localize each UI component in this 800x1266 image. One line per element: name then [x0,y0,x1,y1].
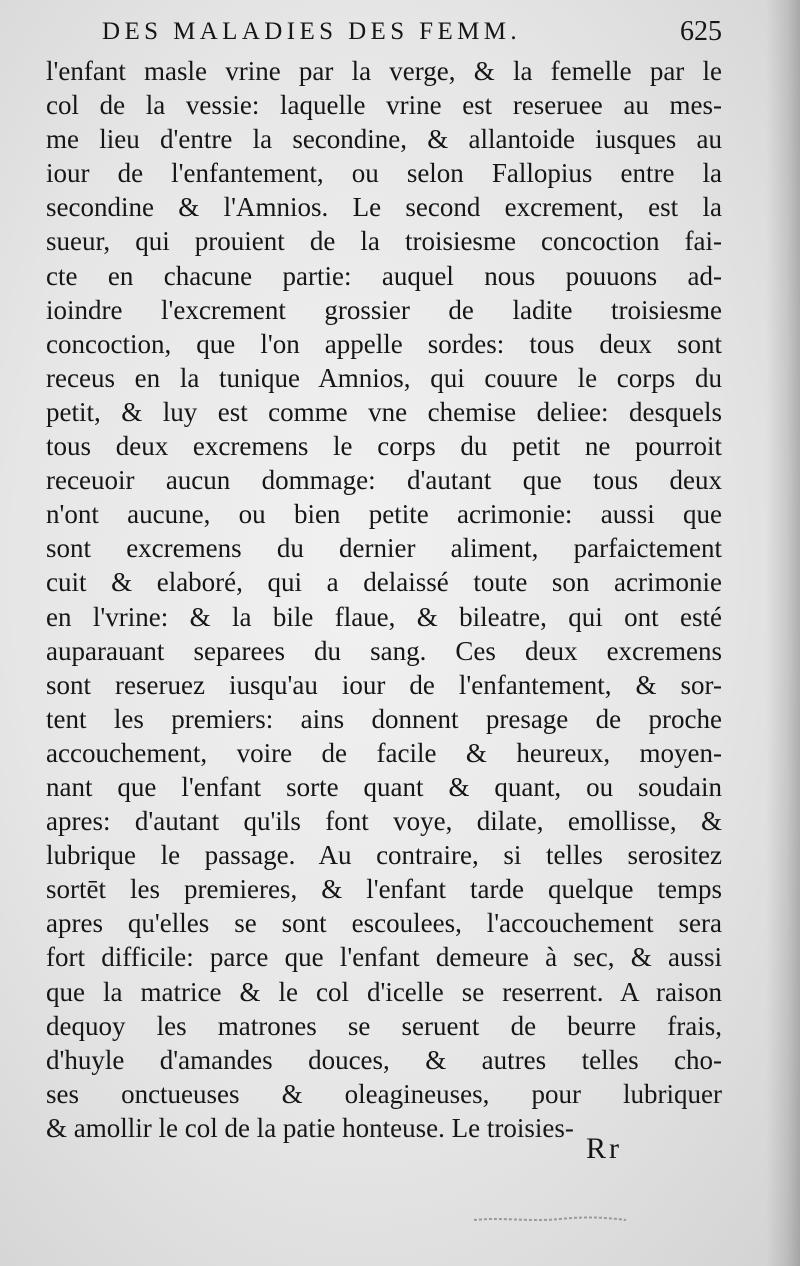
text-line: sont excremens du dernier aliment, parfaictement [46,533,722,564]
text-line: receuoir aucun dommage: d'autant que tous deux [46,465,722,496]
text-line: tous deux excremens le corps du petit ne pourroit [46,431,722,462]
text-line: petit, & luy est comme vne chemise deliee: desquels [46,396,722,427]
text-line: nant que l'enfant sorte quant & quant, ou soudain [46,771,722,802]
text-line: receus en la tunique Amnios, qui couure le corps du [46,362,722,393]
text-line: dequoy les matrones se seruent de beurre frais, [46,1010,722,1041]
text-line: tent les premiers: ains donnent presage de proche [46,703,722,734]
page-number: 625 [680,16,722,47]
text-line: n'ont aucune, ou bien petite acrimonie: aussi que [46,499,722,530]
running-head: DES MALADIES DES FEMM. [102,18,522,45]
text-line: col de la vessie: laquelle vrine est reseruee au mes- [46,90,722,121]
text-line: apres: d'autant qu'ils font voye, dilate, emollisse, & [46,806,722,837]
text-line: iour de l'enfantement, ou selon Fallopius entre la [46,158,722,189]
text-line: fort difficile: parce que l'enfant demeure à sec, & aussi [46,942,722,973]
text-line: sueur, qui prouient de la troisiesme concoction fai- [46,226,722,257]
text-line: ses onctueuses & oleagineuses, pour lubriquer [46,1078,722,1109]
text-line: en l'vrine: & la bile flaue, & bileatre, qui ont esté [46,601,722,632]
text-line: auparauant separees du sang. Ces deux excremens [46,635,722,666]
page-edge-shadow [766,0,800,1266]
text-line: sortēt les premieres, & l'enfant tarde quelque temps [46,874,722,905]
text-line: cuit & elaboré, qui a delaissé toute son acrimonie [46,567,722,598]
ink-smudge [470,1214,630,1224]
text-line: secondine & l'Amnios. Le second excrement, est la [46,192,722,223]
text-line: & amollir le col de la patie honteuse. Le troisies- [46,1112,574,1143]
signature-mark: Rr [586,1132,622,1165]
page-header [102,14,722,54]
text-line: cte en chacune partie: auquel nous pouuons ad- [46,260,722,291]
text-line: concoction, que l'on appelle sordes: tous deux sont [46,328,722,359]
text-line: sont reseruez iusqu'au iour de l'enfantement, & sor- [46,669,722,700]
text-line: me lieu d'entre la secondine, & allantoide iusques au [46,124,722,155]
text-line: accouchement, voire de facile & heureux, moyen- [46,737,722,768]
text-line: d'huyle d'amandes douces, & autres telles cho- [46,1044,722,1075]
text-line: l'enfant masle vrine par la verge, & la femelle par le [46,56,722,86]
body-text [46,54,722,1145]
text-line: ioindre l'excrement grossier de ladite troisiesme [46,294,722,325]
text-line: que la matrice & le col d'icelle se reserrent. A raison [46,976,722,1007]
text-line: lubrique le passage. Au contraire, si telles serositez [46,840,722,871]
text-line: apres qu'elles se sont escoulees, l'accouchement sera [46,908,722,939]
